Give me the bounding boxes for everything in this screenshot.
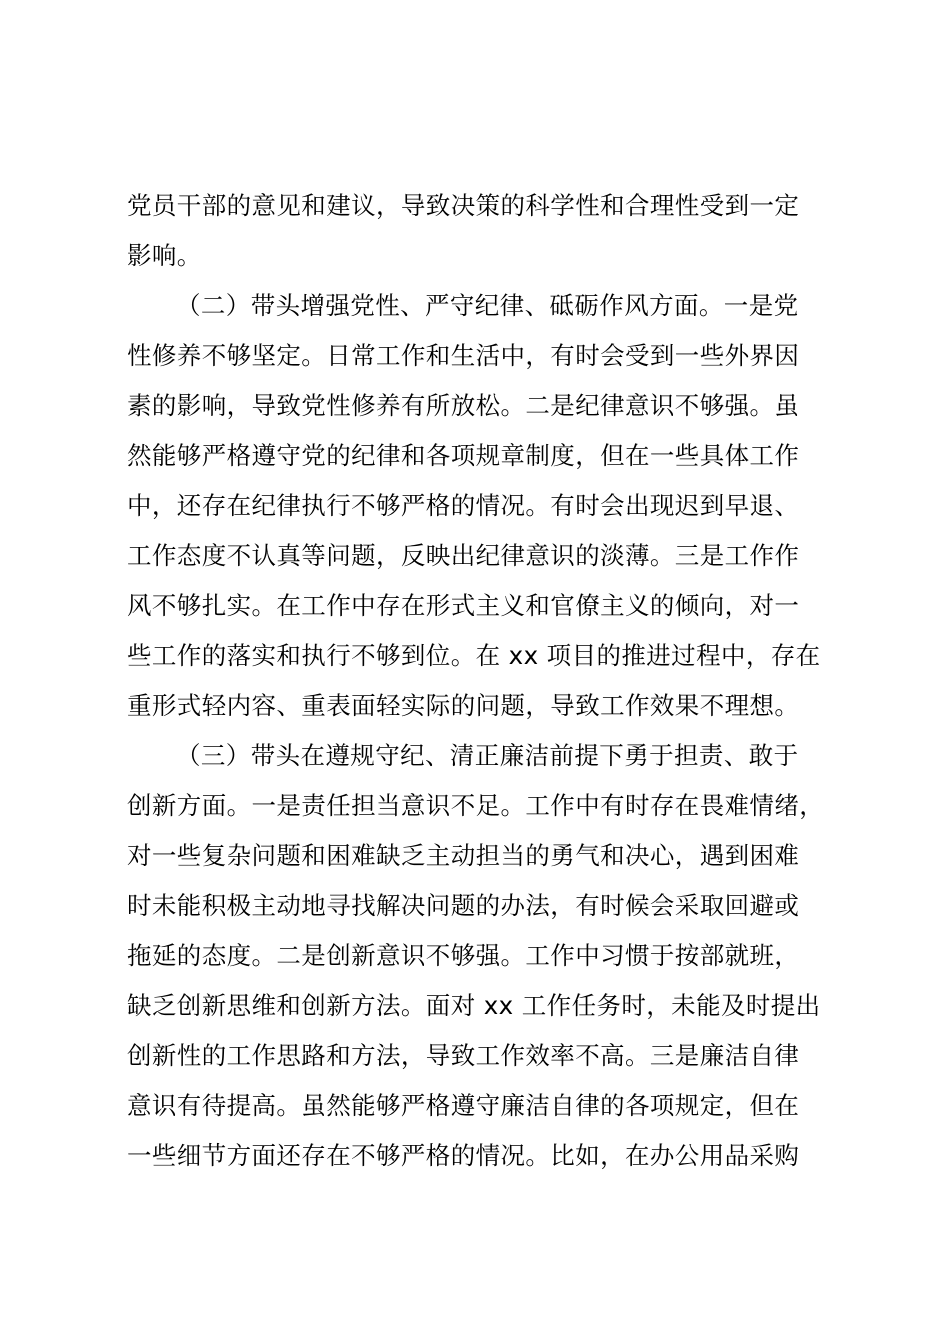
text-line: 创新方面。一是责任担当意识不足。工作中有时存在畏难情绪， [127,791,825,820]
text-line: 然能够严格遵守党的纪律和各项规章制度，但在一些具体工作 [127,441,800,470]
text-line: 中，还存在纪律执行不够严格的情况。有时会出现迟到早退、 [127,491,800,520]
text-line: 拖延的态度。二是创新意识不够强。工作中习惯于按部就班， [127,941,800,970]
text-line: 意识有待提高。虽然能够严格遵守廉洁自律的各项规定，但在 [127,1091,800,1120]
text-line: 时未能积极主动地寻找解决问题的办法，有时候会采取回避或 [127,891,800,920]
text-line: 对一些复杂问题和困难缺乏主动担当的勇气和决心，遇到困难 [127,841,800,870]
text-line: 工作态度不认真等问题，反映出纪律意识的淡薄。三是工作作 [127,541,800,570]
text-line: 性修养不够坚定。日常工作和生活中，有时会受到一些外界因 [127,341,800,370]
text-line: 素的影响，导致党性修养有所放松。二是纪律意识不够强。虽 [127,391,800,420]
text-line: 缺乏创新思维和创新方法。面对 xx 工作任务时，未能及时提出 [127,991,821,1020]
text-line: 风不够扎实。在工作中存在形式主义和官僚主义的倾向，对一 [127,591,800,620]
text-line: 创新性的工作思路和方法，导致工作效率不高。三是廉洁自律 [127,1041,800,1070]
text-line: 党员干部的意见和建议，导致决策的科学性和合理性受到一定 [127,191,800,220]
section-heading-line: （二）带头增强党性、严守纪律、砥砺作风方面。一是党 [176,291,799,320]
text-line: 一些细节方面还存在不够严格的情况。比如，在办公用品采购 [127,1141,800,1170]
text-line: 些工作的落实和执行不够到位。在 xx 项目的推进过程中，存在 [127,641,821,670]
text-line: 重形式轻内容、重表面轻实际的问题，导致工作效果不理想。 [127,691,800,720]
text-line: 影响。 [127,241,202,270]
section-heading-line: （三）带头在遵规守纪、清正廉洁前提下勇于担责、敢于 [176,741,799,770]
